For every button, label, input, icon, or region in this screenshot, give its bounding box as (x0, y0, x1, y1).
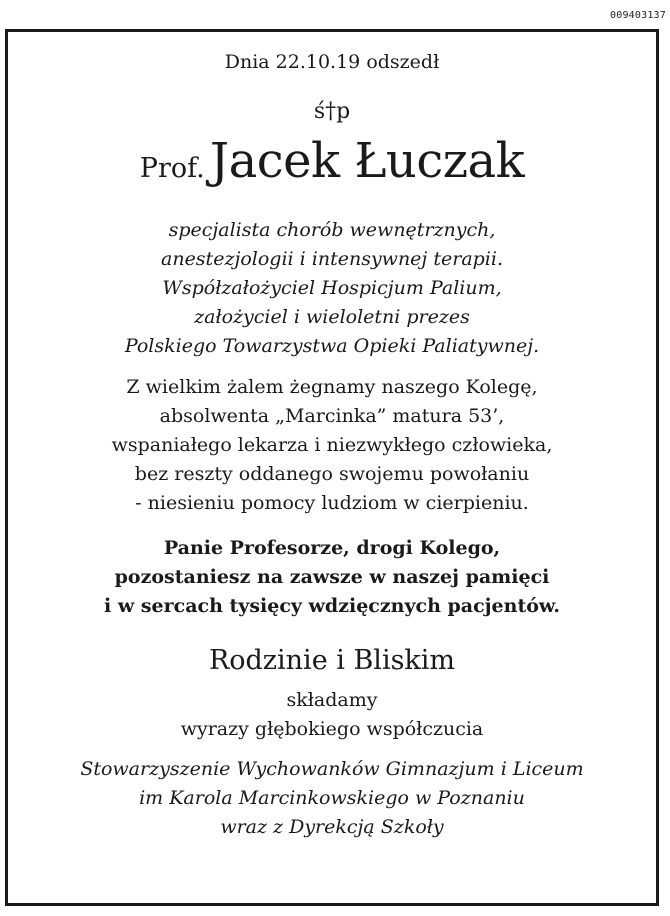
farewell-line: Panie Profesorze, drogi Kolego, (163, 537, 501, 559)
specialty-paragraph (16, 216, 648, 361)
specialty-line: założyciel i wieloletni prezes (194, 306, 470, 328)
specialty-line: anestezjologii i intensywnej terapii. (161, 248, 503, 270)
deceased-heading (16, 133, 648, 200)
deceased-name: Jacek Łuczak (209, 133, 525, 189)
tribute-line: absolwenta „Marcinka” matura 53’, (159, 405, 505, 427)
tribute-line: - niesieniu pomocy ludziom w cierpieniu. (135, 492, 529, 514)
signatory-line: wraz z Dyrekcją Szkoły (220, 816, 444, 838)
tribute-line: wspaniałego lekarza i niezwykłego człowieka, (111, 434, 553, 456)
farewell-line: pozostaniesz na zawsze w naszej pamięci (114, 566, 550, 588)
specialty-line: specjalista chorób wewnętrznych, (168, 219, 496, 241)
signatory-line: Stowarzyszenie Wychowanków Gimnazjum i Liceum (80, 758, 584, 780)
family-heading: Rodzinie i Bliskim (208, 645, 456, 676)
date-line: Dnia 22.10.19 odszedł (224, 51, 440, 73)
tribute-line: Z wielkim żalem żegnamy naszego Kolegę, (126, 376, 538, 398)
reference-number: 009403137 (610, 10, 666, 21)
farewell-line: i w sercach tysięcy wdzięcznych pacjentów. (104, 595, 560, 617)
memorial-mark: ś†p (313, 99, 351, 124)
condolence-line: składamy (286, 689, 378, 711)
specialty-line: Polskiego Towarzystwa Opieki Paliatywnej. (124, 335, 540, 357)
condolences-paragraph (16, 686, 648, 744)
signatory-paragraph (16, 755, 648, 842)
tribute-line: bez reszty oddanego swojemu powołaniu (134, 463, 530, 485)
obituary-content (16, 32, 648, 842)
obituary-frame (5, 29, 659, 906)
signatory-line: im Karola Marcinkowskiego w Poznaniu (139, 787, 525, 809)
tribute-paragraph (16, 373, 648, 518)
farewell-paragraph (16, 534, 648, 621)
academic-title: Prof. (139, 153, 205, 184)
condolence-line: wyrazy głębokiego współczucia (180, 718, 484, 740)
specialty-line: Współzałożyciel Hospicjum Palium, (162, 277, 502, 299)
